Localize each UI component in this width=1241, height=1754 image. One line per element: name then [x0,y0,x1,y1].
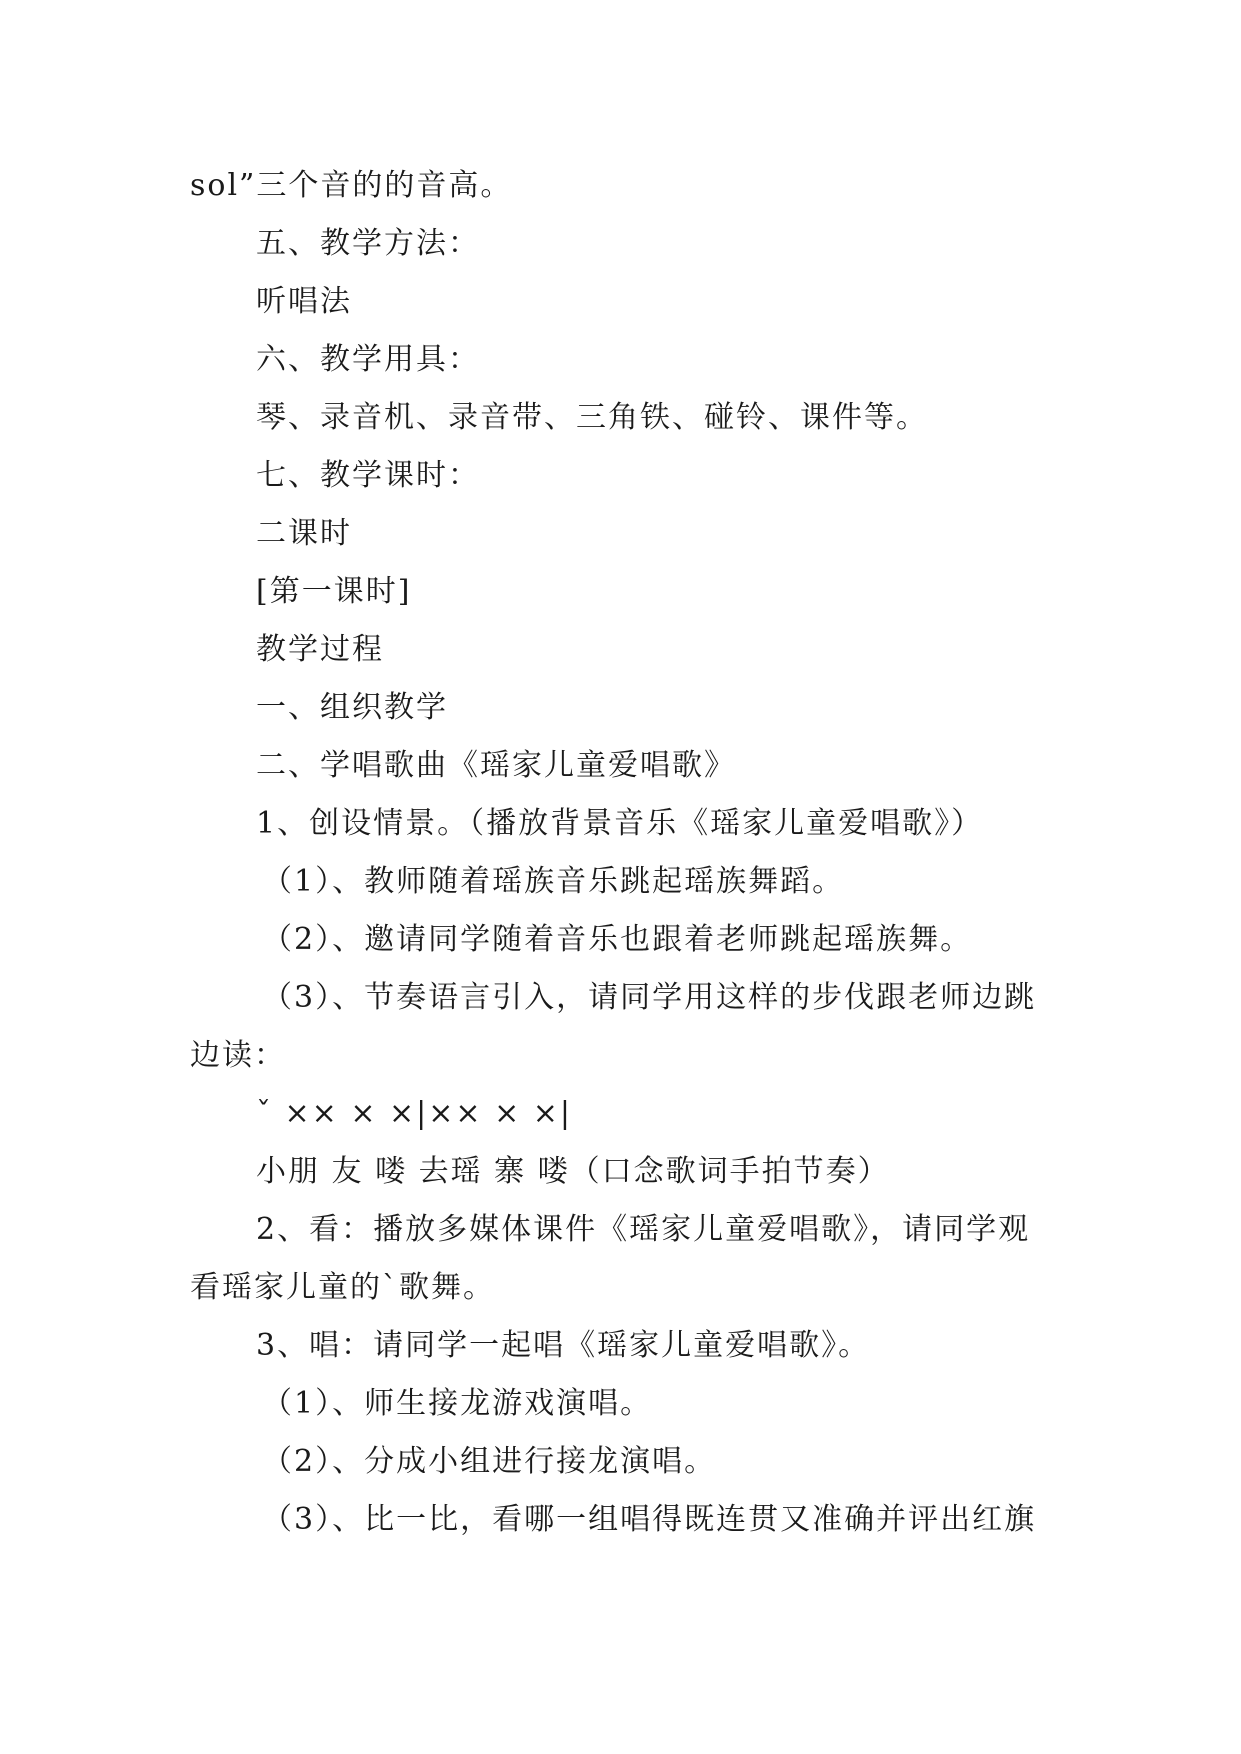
text-line-read-along: 边读： [190,1038,286,1073]
text-line-rhythm-intro: （3）、节奏语言引入，请同学用这样的步伐跟老师边跳 [262,980,1037,1015]
text-line-watch-dance: 看瑶家儿童的`歌舞。 [190,1270,495,1305]
text-line-two-hours: 二课时 [256,516,352,551]
text-line-relay-game: （1）、师生接龙游戏演唱。 [262,1386,653,1421]
text-line-rhythm-notation: ˇ ×× × ×|×× × ×| [256,1096,572,1131]
heading-class-hours: 七、教学课时： [256,458,480,493]
text-line-sing-together: 3、唱：请同学一起唱《瑶家儿童爱唱歌》。 [256,1328,871,1363]
heading-teaching-methods: 五、教学方法： [256,226,480,261]
text-line-listen-sing: 听唱法 [256,284,352,319]
heading-teaching-process: 教学过程 [256,632,384,667]
text-line-watch-courseware: 2、看：播放多媒体课件《瑶家儿童爱唱歌》，请同学观 [256,1212,1031,1247]
text-line-sol-pitch: sol”三个音的的音高。 [190,168,513,203]
text-line-teacher-dance: （1）、教师随着瑶族音乐跳起瑶族舞蹈。 [262,864,845,899]
text-line-create-scene: 1、创设情景。（播放背景音乐《瑶家儿童爱唱歌》） [256,806,984,841]
text-line-invite-students: （2）、邀请同学随着音乐也跟着老师跳起瑶族舞。 [262,922,973,957]
text-line-first-lesson: [第一课时] [256,574,412,609]
heading-teaching-tools: 六、教学用具： [256,342,480,377]
text-line-lyrics-rhythm: 小朋 友 喽 去瑶 寨 喽（口念歌词手拍节奏） [256,1154,890,1189]
text-line-compare-groups: （3）、比一比，看哪一组唱得既连贯又准确并评出红旗 [262,1502,1037,1537]
text-line-tools-list: 琴、录音机、录音带、三角铁、碰铃、课件等。 [256,400,928,435]
text-line-group-relay: （2）、分成小组进行接龙演唱。 [262,1444,717,1479]
text-line-learn-song: 二、学唱歌曲《瑶家儿童爱唱歌》 [256,748,736,783]
text-line-organize: 一、组织教学 [256,690,448,725]
